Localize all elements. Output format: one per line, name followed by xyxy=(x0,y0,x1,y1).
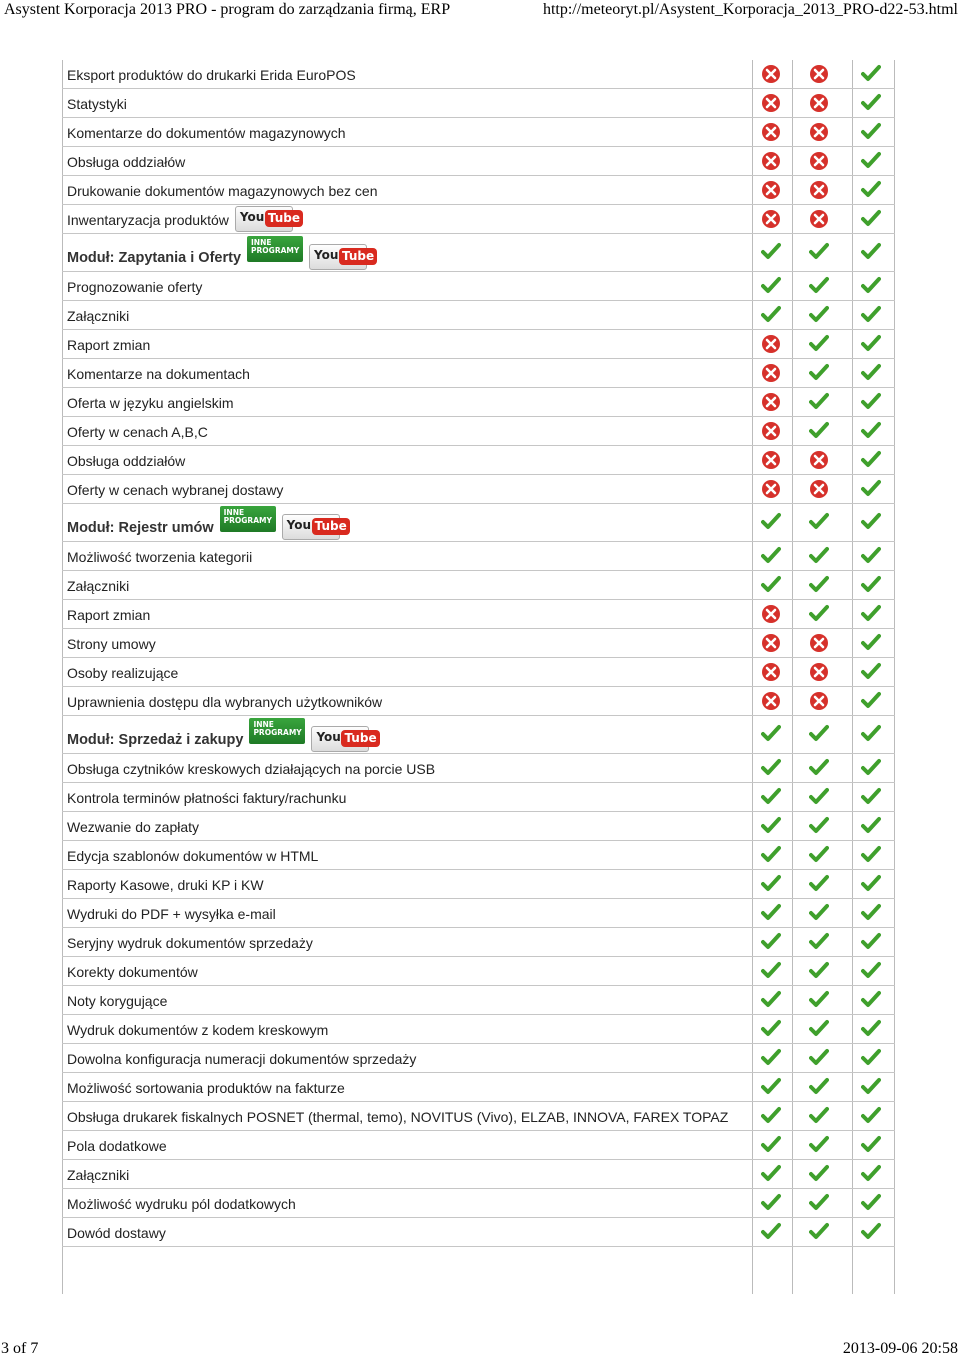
check-icon xyxy=(861,758,881,778)
check-icon xyxy=(809,1193,829,1213)
feature-comparison-table xyxy=(62,60,895,1294)
check-icon xyxy=(761,242,781,262)
feature-label: Drukowanie dokumentów magazynowych bez cen xyxy=(67,183,378,199)
feature-row xyxy=(62,118,895,147)
module-title: Moduł: Zapytania i Oferty xyxy=(67,250,242,266)
feature-label: Możliwość wydruku pól dodatkowych xyxy=(67,1196,296,1212)
feature-row xyxy=(62,986,895,1015)
check-icon xyxy=(861,1193,881,1213)
youtube-you: You xyxy=(286,518,311,532)
check-icon xyxy=(761,961,781,981)
feature-label: Pola dodatkowe xyxy=(67,1138,167,1154)
feature-label: Obsługa oddziałów xyxy=(67,154,186,170)
inne-programy-badge[interactable] xyxy=(220,506,276,532)
check-icon xyxy=(809,874,829,894)
check-icon xyxy=(809,1048,829,1068)
cross-icon xyxy=(761,421,781,441)
check-icon xyxy=(809,787,829,807)
check-icon xyxy=(861,512,881,532)
cross-icon xyxy=(761,691,781,711)
cross-icon xyxy=(761,604,781,624)
feature-label: Oferty w cenach A,B,C xyxy=(67,424,208,440)
feature-label: Uprawnienia dostępu dla wybranych użytkowników xyxy=(67,694,383,710)
check-icon xyxy=(761,1048,781,1068)
feature-row xyxy=(62,388,895,417)
feature-row xyxy=(62,571,895,600)
feature-row xyxy=(62,1015,895,1044)
youtube-tube: Tube xyxy=(312,518,350,535)
check-icon xyxy=(809,575,829,595)
feature-label: Statystyki xyxy=(67,96,127,112)
feature-row xyxy=(62,629,895,658)
check-icon xyxy=(809,724,829,744)
check-icon xyxy=(861,122,881,142)
module-title: Moduł: Rejestr umów xyxy=(67,520,214,536)
feature-row xyxy=(62,272,895,301)
youtube-tube: Tube xyxy=(339,248,377,265)
feature-row xyxy=(62,359,895,388)
feature-row xyxy=(62,147,895,176)
cross-icon xyxy=(809,180,829,200)
feature-row xyxy=(62,600,895,629)
check-icon xyxy=(809,932,829,952)
feature-row xyxy=(62,176,895,205)
feature-label: Załączniki xyxy=(67,1167,130,1183)
check-icon xyxy=(861,334,881,354)
check-icon xyxy=(809,604,829,624)
feature-row xyxy=(62,89,895,118)
check-icon xyxy=(761,512,781,532)
feature-label: Kontrola terminów płatności faktury/rachunku xyxy=(67,790,347,806)
feature-label: Raport zmian xyxy=(67,337,151,353)
feature-label: Inwentaryzacja produktów xyxy=(67,212,229,228)
feature-label: Załączniki xyxy=(67,308,130,324)
feature-row xyxy=(62,841,895,870)
check-icon xyxy=(809,512,829,532)
check-icon xyxy=(861,546,881,566)
module-header-row xyxy=(62,716,895,754)
cross-icon xyxy=(761,334,781,354)
check-icon xyxy=(809,1164,829,1184)
inne-badge-line1: INNE xyxy=(253,720,274,729)
check-icon xyxy=(761,1222,781,1242)
check-icon xyxy=(809,392,829,412)
row-divider xyxy=(62,1246,895,1247)
youtube-badge[interactable] xyxy=(282,514,347,540)
check-icon xyxy=(761,276,781,296)
feature-row xyxy=(62,475,895,504)
inne-badge-line1: INNE xyxy=(223,508,245,517)
cross-icon xyxy=(761,392,781,412)
check-icon xyxy=(809,990,829,1010)
feature-label: Raport zmian xyxy=(67,607,151,623)
cross-icon xyxy=(809,151,829,171)
check-icon xyxy=(761,1106,781,1126)
check-icon xyxy=(809,276,829,296)
check-icon xyxy=(761,546,781,566)
feature-row xyxy=(62,899,895,928)
check-icon xyxy=(809,961,829,981)
feature-row xyxy=(62,417,895,446)
check-icon xyxy=(809,1077,829,1097)
feature-label: Noty korygujące xyxy=(67,993,168,1009)
check-icon xyxy=(861,392,881,412)
inne-programy-badge[interactable] xyxy=(247,236,303,262)
check-icon xyxy=(861,787,881,807)
cross-icon xyxy=(809,662,829,682)
check-icon xyxy=(861,874,881,894)
check-icon xyxy=(861,604,881,624)
cross-icon xyxy=(761,662,781,682)
check-icon xyxy=(861,151,881,171)
youtube-tube: Tube xyxy=(341,730,379,747)
check-icon xyxy=(861,932,881,952)
check-icon xyxy=(809,816,829,836)
check-icon xyxy=(809,1222,829,1242)
feature-label: Wydruki do PDF + wysyłka e-mail xyxy=(67,906,276,922)
check-icon xyxy=(861,903,881,923)
feature-label: Prognozowanie oferty xyxy=(67,279,203,295)
check-icon xyxy=(761,990,781,1010)
feature-row xyxy=(62,542,895,571)
cross-icon xyxy=(809,450,829,470)
cross-icon xyxy=(809,209,829,229)
feature-row xyxy=(62,870,895,899)
feature-label: Obsługa oddziałów xyxy=(67,453,186,469)
check-icon xyxy=(809,242,829,262)
feature-row xyxy=(62,1102,895,1131)
check-icon xyxy=(761,758,781,778)
feature-row xyxy=(62,658,895,687)
feature-label: Strony umowy xyxy=(67,636,156,652)
cross-icon xyxy=(761,93,781,113)
cross-icon xyxy=(761,180,781,200)
check-icon xyxy=(861,479,881,499)
feature-row xyxy=(62,301,895,330)
feature-label: Korekty dokumentów xyxy=(67,964,198,980)
feature-row xyxy=(62,1218,895,1247)
cross-icon xyxy=(809,64,829,84)
module-header-row xyxy=(62,234,895,272)
check-icon xyxy=(809,334,829,354)
check-icon xyxy=(761,932,781,952)
cross-icon xyxy=(809,633,829,653)
youtube-badge[interactable] xyxy=(311,726,377,752)
feature-label: Edycja szablonów dokumentów w HTML xyxy=(67,848,319,864)
youtube-badge[interactable] xyxy=(235,206,301,232)
inne-badge-line2: PROGRAMY xyxy=(251,246,300,255)
feature-row xyxy=(62,446,895,475)
check-icon xyxy=(861,662,881,682)
cross-icon xyxy=(761,633,781,653)
check-icon xyxy=(861,305,881,325)
check-icon xyxy=(761,575,781,595)
cross-icon xyxy=(761,209,781,229)
check-icon xyxy=(761,903,781,923)
check-icon xyxy=(809,546,829,566)
check-icon xyxy=(761,787,781,807)
youtube-badge[interactable] xyxy=(309,244,375,270)
feature-label: Dowolna konfiguracja numeracji dokumentów sprzedaży xyxy=(67,1051,417,1067)
youtube-you: You xyxy=(316,730,341,744)
check-icon xyxy=(861,276,881,296)
cross-icon xyxy=(809,479,829,499)
feature-row xyxy=(62,60,895,89)
feature-label: Komentarze na dokumentach xyxy=(67,366,250,382)
module-title: Moduł: Sprzedaż i zakupy xyxy=(67,732,244,748)
check-icon xyxy=(761,1019,781,1039)
check-icon xyxy=(861,209,881,229)
check-icon xyxy=(861,1077,881,1097)
feature-label: Możliwość tworzenia kategorii xyxy=(67,549,253,565)
feature-label: Seryjny wydruk dokumentów sprzedaży xyxy=(67,935,313,951)
feature-label: Obsługa drukarek fiskalnych POSNET (thermal, temo), NOVITUS (Vivo), ELZAB, INNOVA, FAREX TOPAZ xyxy=(67,1109,729,1125)
cross-icon xyxy=(761,479,781,499)
check-icon xyxy=(761,724,781,744)
check-icon xyxy=(861,724,881,744)
check-icon xyxy=(809,305,829,325)
youtube-you: You xyxy=(239,210,265,224)
check-icon xyxy=(861,450,881,470)
check-icon xyxy=(809,903,829,923)
inne-badge-line1: INNE xyxy=(251,238,272,247)
print-footer xyxy=(0,1338,960,1358)
youtube-tube: Tube xyxy=(265,210,303,227)
check-icon xyxy=(861,633,881,653)
check-icon xyxy=(761,1077,781,1097)
check-icon xyxy=(809,758,829,778)
check-icon xyxy=(809,1106,829,1126)
feature-row xyxy=(62,957,895,986)
check-icon xyxy=(861,575,881,595)
check-icon xyxy=(809,845,829,865)
print-header xyxy=(0,0,960,20)
check-icon xyxy=(861,990,881,1010)
feature-label: Możliwość sortowania produktów na fakturze xyxy=(67,1080,345,1096)
inne-badge-line2: PROGRAMY xyxy=(253,728,302,737)
check-icon xyxy=(861,961,881,981)
inne-programy-badge[interactable] xyxy=(249,718,305,744)
cross-icon xyxy=(809,691,829,711)
feature-label: Wezwanie do zapłaty xyxy=(67,819,200,835)
cross-icon xyxy=(761,450,781,470)
check-icon xyxy=(861,1222,881,1242)
check-icon xyxy=(861,691,881,711)
feature-row xyxy=(62,1160,895,1189)
check-icon xyxy=(861,180,881,200)
feature-row xyxy=(62,205,895,234)
check-icon xyxy=(809,1135,829,1155)
cross-icon xyxy=(761,64,781,84)
feature-label: Eksport produktów do drukarki Erida EuroPOS xyxy=(67,67,356,83)
check-icon xyxy=(761,305,781,325)
feature-label: Komentarze do dokumentów magazynowych xyxy=(67,125,346,141)
check-icon xyxy=(761,816,781,836)
check-icon xyxy=(761,1164,781,1184)
cross-icon xyxy=(761,151,781,171)
header-url[interactable]: http://meteoryt.pl/Asystent_Korporacja_2013_PRO-d22-53.html xyxy=(542,1,958,18)
check-icon xyxy=(861,1164,881,1184)
feature-label: Obsługa czytników kreskowych działających na porcie USB xyxy=(67,761,436,777)
feature-row xyxy=(62,1131,895,1160)
page-number: 3 of 7 xyxy=(1,1340,39,1357)
check-icon xyxy=(861,242,881,262)
check-icon xyxy=(861,816,881,836)
feature-row xyxy=(62,812,895,841)
check-icon xyxy=(761,1135,781,1155)
check-icon xyxy=(861,845,881,865)
cross-icon xyxy=(809,93,829,113)
check-icon xyxy=(861,1135,881,1155)
feature-row xyxy=(62,1073,895,1102)
youtube-you: You xyxy=(314,248,339,262)
module-header-row xyxy=(62,504,895,542)
feature-label: Dowód dostawy xyxy=(67,1225,166,1241)
feature-row xyxy=(62,783,895,812)
check-icon xyxy=(861,421,881,441)
check-icon xyxy=(809,421,829,441)
cross-icon xyxy=(761,122,781,142)
check-icon xyxy=(861,93,881,113)
feature-row xyxy=(62,1044,895,1073)
print-datetime: 2013-09-06 20:58 xyxy=(842,1340,958,1357)
check-icon xyxy=(861,1106,881,1126)
check-icon xyxy=(861,1048,881,1068)
inne-badge-line2: PROGRAMY xyxy=(223,516,272,525)
feature-row xyxy=(62,687,895,716)
feature-row xyxy=(62,928,895,957)
cross-icon xyxy=(809,122,829,142)
check-icon xyxy=(861,1019,881,1039)
check-icon xyxy=(761,845,781,865)
feature-label: Oferty w cenach wybranej dostawy xyxy=(67,482,284,498)
feature-row xyxy=(62,330,895,359)
feature-label: Osoby realizujące xyxy=(67,665,179,681)
check-icon xyxy=(809,363,829,383)
check-icon xyxy=(761,1193,781,1213)
check-icon xyxy=(809,1019,829,1039)
feature-row xyxy=(62,754,895,783)
feature-label: Raporty Kasowe, druki KP i KW xyxy=(67,877,264,893)
check-icon xyxy=(861,363,881,383)
header-title: Asystent Korporacja 2013 PRO - program do zarządzania firmą, ERP xyxy=(4,1,451,18)
check-icon xyxy=(761,874,781,894)
check-icon xyxy=(861,64,881,84)
feature-label: Wydruk dokumentów z kodem kreskowym xyxy=(67,1022,329,1038)
cross-icon xyxy=(761,363,781,383)
feature-label: Oferta w języku angielskim xyxy=(67,395,234,411)
feature-label: Załączniki xyxy=(67,578,130,594)
feature-row xyxy=(62,1189,895,1218)
